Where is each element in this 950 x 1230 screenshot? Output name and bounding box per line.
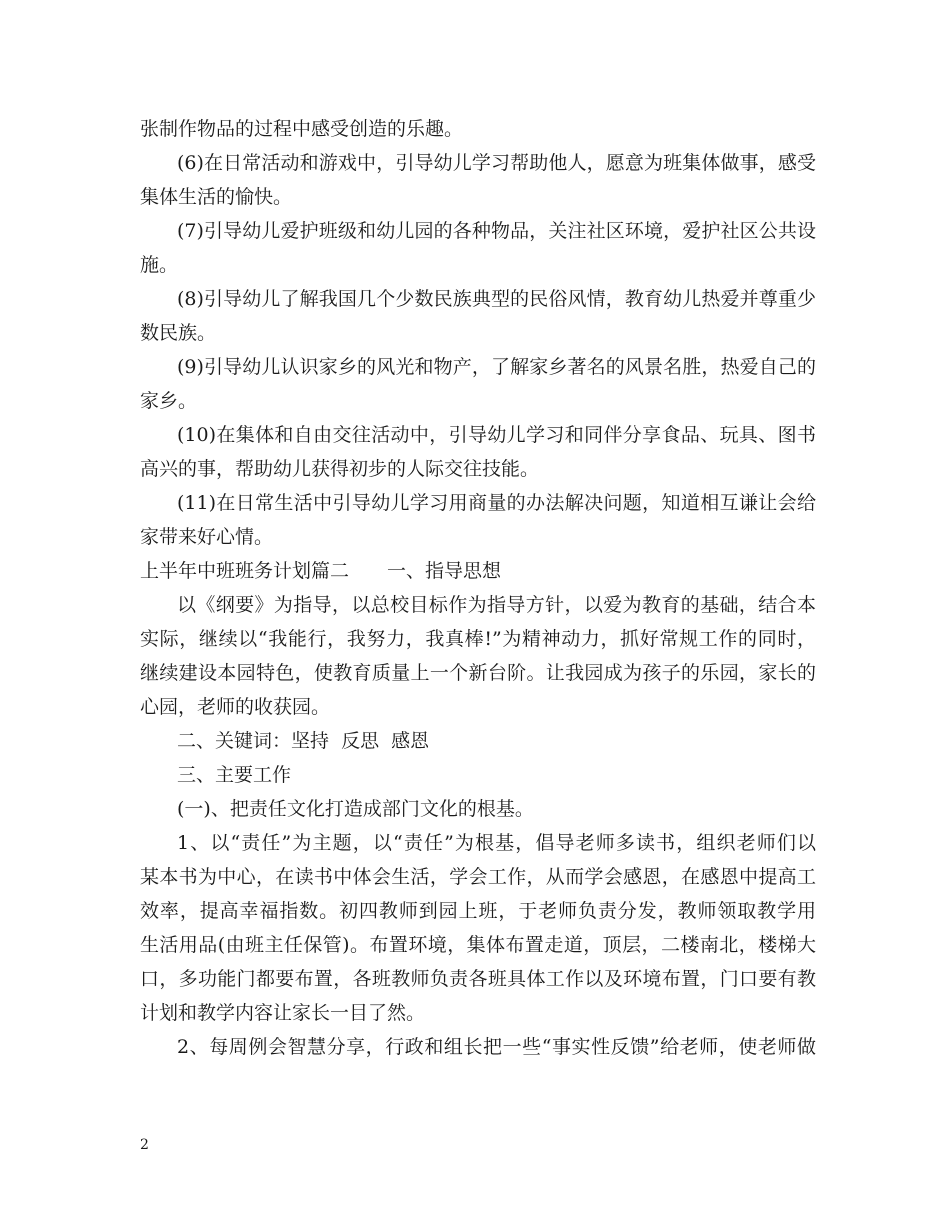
text-line: 以《纲要》为指导，以总校目标作为指导方针，以爱为教育的基础，结合本 (177, 594, 816, 616)
text-line: 集体生活的愉快。 (140, 186, 293, 208)
text-line: 某本书为中心，在读书中体会生活，学会工作，从而学会感恩，在感恩中提高工 (140, 866, 816, 888)
text-line: 二、关键词：坚持 反思 感恩 (177, 730, 430, 752)
text-line: 三、主要工作 (177, 764, 292, 786)
text-line: 实际，继续以“我能行，我努力，我真棒!”为精神动力，抓好常规工作的同时， (140, 628, 816, 650)
text-line: 家带来好心情。 (140, 526, 274, 548)
text-line: (9)引导幼儿认识家乡的风光和物产，了解家乡著名的风景名胜，热爱自己的 (177, 356, 816, 378)
text-line: 生活用品(由班主任保管)。布置环境，集体布置走道，顶层，二楼南北，楼梯大 (140, 934, 816, 956)
text-line: 心园，老师的收获园。 (140, 696, 331, 718)
page-number: 2 (140, 1137, 149, 1153)
text-line: 张制作物品的过程中感受创造的乐趣。 (140, 118, 464, 140)
text-line: (7)引导幼儿爱护班级和幼儿园的各种物品，关注社区环境，爱护社区公共设 (177, 220, 816, 242)
section-heading: 上半年中班班务计划篇二 一、指导思想 (140, 560, 502, 582)
text-line: (11)在日常生活中引导幼儿学习用商量的办法解决问题，知道相互谦让会给 (177, 492, 816, 514)
text-line: 家乡。 (140, 390, 198, 412)
text-line: 1、以“责任”为主题，以“责任”为根基，倡导老师多读书，组织老师们以 (177, 832, 816, 854)
text-line: (10)在集体和自由交往活动中，引导幼儿学习和同伴分享食品、玩具、图书 (177, 424, 816, 446)
text-line: 施。 (140, 254, 179, 276)
text-line: 数民族。 (140, 322, 217, 344)
text-line: (一)、把责任文化打造成部门文化的根基。 (177, 798, 534, 820)
text-line: (6)在日常活动和游戏中，引导幼儿学习帮助他人，愿意为班集体做事，感受 (177, 152, 816, 174)
text-line: 高兴的事，帮助幼儿获得初步的人际交往技能。 (140, 458, 540, 480)
text-line: 效率，提高幸福指数。初四教师到园上班，于老师负责分发，教师领取教学用 (140, 900, 816, 922)
text-line: 口，多功能门都要布置，各班教师负责各班具体工作以及环境布置，门口要有教 (140, 968, 816, 990)
text-line: 2、每周例会智慧分享，行政和组长把一些“事实性反馈”给老师，使老师做 (177, 1036, 816, 1058)
document-body (140, 112, 816, 1064)
text-line: 继续建设本园特色，使教育质量上一个新台阶。让我园成为孩子的乐园，家长的 (140, 662, 816, 684)
text-line: (8)引导幼儿了解我国几个少数民族典型的民俗风情，教育幼儿热爱并尊重少 (177, 288, 816, 310)
text-line: 计划和教学内容让家长一目了然。 (140, 1002, 426, 1024)
